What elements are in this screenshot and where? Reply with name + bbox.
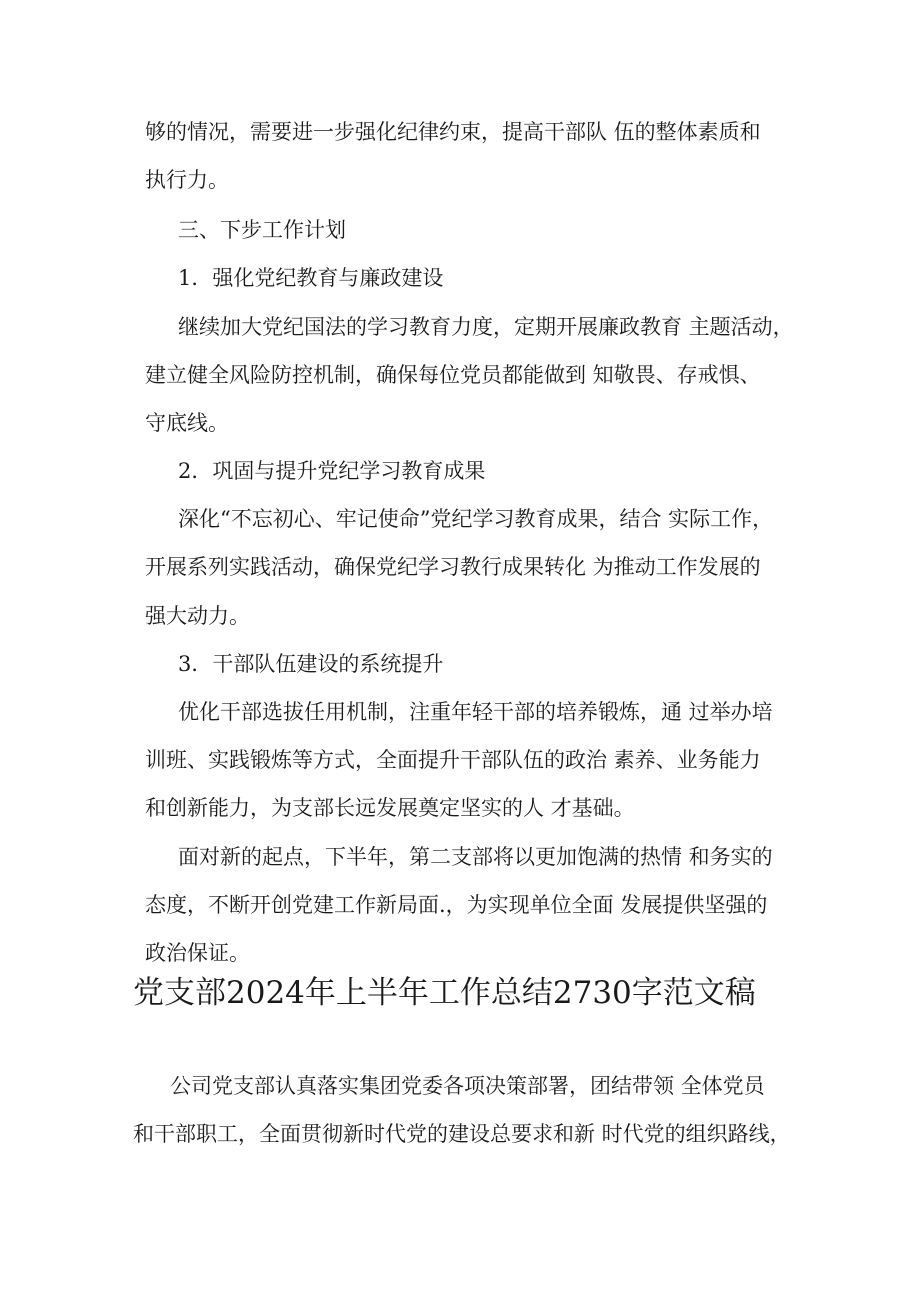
text-line: 开展系列实践活动，确保党纪学习教行成果转化 为推动工作发展的 (145, 555, 761, 579)
text-line: 态度，不断开创党建工作新局面.，为实现单位全面 发展提供坚强的 (145, 893, 768, 917)
item-heading-2: 2．巩固与提升党纪学习教育成果 (178, 459, 486, 483)
item-heading-1: 1．强化党纪教育与廉政建设 (178, 266, 444, 290)
text-line: 继续加大党纪国法的学习教育力度，定期开展廉政教育 主题活动， (178, 315, 794, 339)
item-heading-3: 3．干部队伍建设的系统提升 (178, 652, 444, 676)
text-line: 深化“不忘初心、牢记使命”党纪学习教育成果，结合 实际工作， (178, 507, 774, 531)
text-line: 和创新能力，为支部长远发展奠定坚实的人 才基础。 (145, 796, 635, 820)
text-line: 和干部职工，全面贯彻新时代党的建设总要求和新 时代党的组织路线， (133, 1122, 791, 1146)
text-line: 够的情况，需要进一步强化纪律约束，提高干部队 伍的整体素质和 (145, 120, 761, 144)
document-title: 党支部2024年上半年工作总结2730字范文稿 (133, 975, 756, 1011)
text-line: 建立健全风险防控机制，确保每位党员都能做到 知敬畏、存戒惧、 (145, 363, 761, 387)
text-line: 执行力。 (145, 168, 229, 192)
text-line: 面对新的起点，下半年，第二支部将以更加饱满的热情 和务实的 (178, 845, 773, 869)
section-heading-next-steps: 三、下步工作计划 (178, 218, 346, 242)
text-line: 政治保证。 (145, 941, 250, 965)
text-line: 优化干部选拔任用机制，注重年轻干部的培养锻炼，通 过举办培 (178, 700, 773, 724)
text-line: 训班、实践锻炼等方式，全面提升干部队伍的政治 素养、业务能力 (145, 748, 761, 772)
text-line: 强大动力。 (145, 604, 250, 628)
text-line: 守底线。 (145, 411, 229, 435)
text-line: 公司党支部认真落实集团党委各项决策部署，团结带领 全体党员 (170, 1074, 765, 1098)
